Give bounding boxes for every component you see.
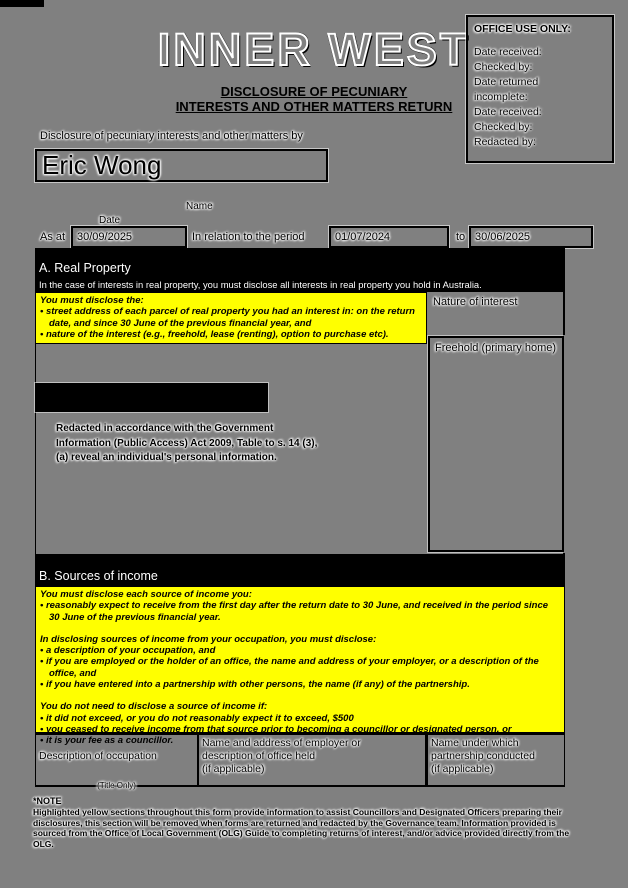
occupation-header-text: Description of occupation bbox=[39, 750, 157, 762]
guidance-group bbox=[40, 589, 559, 623]
footer-note bbox=[33, 796, 589, 849]
employer-column-header: Name and address of employer or description of office held (if applicable) bbox=[199, 735, 428, 785]
redaction-note: Redacted in accordance with the Government Information (Public Access) Act 2009, Table to s. 14 (3), (a) reveal an individual's personal information. bbox=[56, 423, 318, 463]
to-label: to bbox=[456, 231, 466, 243]
office-use-fields: Date received: Checked by: Date returned incomplete: Date received: Checked by: Redacted by: bbox=[474, 46, 542, 148]
title-only-note: (Title Only) bbox=[97, 781, 136, 790]
guidance-bullet: • it did not exceed, or you do not reasonably expect it to exceed, $500 bbox=[40, 713, 559, 724]
period-label: In relation to the period bbox=[192, 231, 305, 243]
period-to-input[interactable]: 30/06/2025 bbox=[469, 226, 593, 248]
return-form bbox=[35, 248, 565, 790]
guidance-intro: You do not need to disclose a source of income if: bbox=[40, 701, 268, 713]
redaction-black-box bbox=[35, 383, 268, 412]
name-input[interactable]: Eric Wong bbox=[35, 149, 328, 182]
guidance-bullet: • you ceased to receive income from that source prior to becoming a councillor or designated person, or bbox=[40, 724, 559, 735]
page-title-line2: INTERESTS AND OTHER MATTERS RETURN bbox=[175, 99, 453, 114]
guidance-intro: You must disclose each source of income you: bbox=[40, 589, 252, 600]
name-field-label: Name bbox=[186, 201, 213, 212]
guidance-intro: You must disclose the: bbox=[40, 295, 144, 306]
nature-of-interest-header: Nature of interest bbox=[433, 296, 518, 308]
section-a-header: A. Real Property bbox=[35, 248, 565, 278]
guidance-group bbox=[40, 634, 559, 690]
guidance-bullet: • it is your fee as a councillor. bbox=[40, 735, 559, 746]
guidance-bullet: • a description of your occupation, and bbox=[40, 645, 559, 656]
section-a-body bbox=[35, 292, 565, 554]
section-b-header: B. Sources of income bbox=[35, 554, 565, 586]
disclosure-by-label: Disclosure of pecuniary interests and other matters by bbox=[40, 130, 303, 142]
guidance-intro: In disclosing sources of income from your occupation, you must disclose: bbox=[40, 633, 377, 645]
as-at-date-input[interactable]: 30/09/2025 bbox=[71, 226, 187, 248]
partnership-column-header: Name under which partnership conducted (if applicable) bbox=[431, 737, 535, 775]
section-a-guidance bbox=[35, 292, 427, 344]
guidance-bullet: • street address of each parcel of real property you had an interest in: on the return date, and since 30 June of the previous financial year, and bbox=[40, 306, 421, 329]
office-use-heading: OFFICE USE ONLY: bbox=[474, 23, 571, 35]
as-at-label: As at bbox=[40, 231, 66, 243]
date-field-label: Date bbox=[99, 215, 121, 226]
page-title-line1: DISCLOSURE OF PECUNIARY bbox=[220, 84, 408, 99]
nature-of-interest-value[interactable]: Freehold (primary home) bbox=[428, 336, 564, 552]
note-body: Highlighted yellow sections throughout this form provide information to assist Councillors and Designated Officers preparing their disclosures, this section will be removed when forms are returned and redacted by the Governance team. Information provided is sourced from the Office of Local Government (OLG) Guide to completing returns of interest, and/or advice provided directly from the OLG. bbox=[33, 807, 570, 849]
occupation-column-header bbox=[36, 735, 199, 790]
period-from-input[interactable]: 01/07/2024 bbox=[329, 226, 449, 248]
guidance-bullet: • reasonably expect to receive from the first day after the return date to 30 June, and received in the period since 30 June of the previous financial year. bbox=[40, 600, 559, 623]
section-b-guidance bbox=[35, 586, 565, 747]
section-a-subheader: In the case of interests in real property, you must disclose all interests in real property you hold in Australia. bbox=[35, 278, 565, 292]
inner-west-logo: INNER WEST bbox=[157, 24, 471, 75]
income-table-header-row bbox=[35, 733, 565, 790]
office-use-box bbox=[466, 15, 614, 163]
guidance-bullet: • if you have entered into a partnership with other persons, the name (if any) of the partnership. bbox=[40, 679, 559, 690]
scan-artifact-mark bbox=[0, 0, 44, 7]
guidance-bullet: • nature of the interest (e.g., freehold, lease (renting), option to purchase etc). bbox=[40, 329, 421, 340]
note-heading: *NOTE bbox=[33, 796, 62, 806]
guidance-bullet: • if you are employed or the holder of an office, the name and address of your employer, or a description of the office, and bbox=[40, 656, 559, 679]
